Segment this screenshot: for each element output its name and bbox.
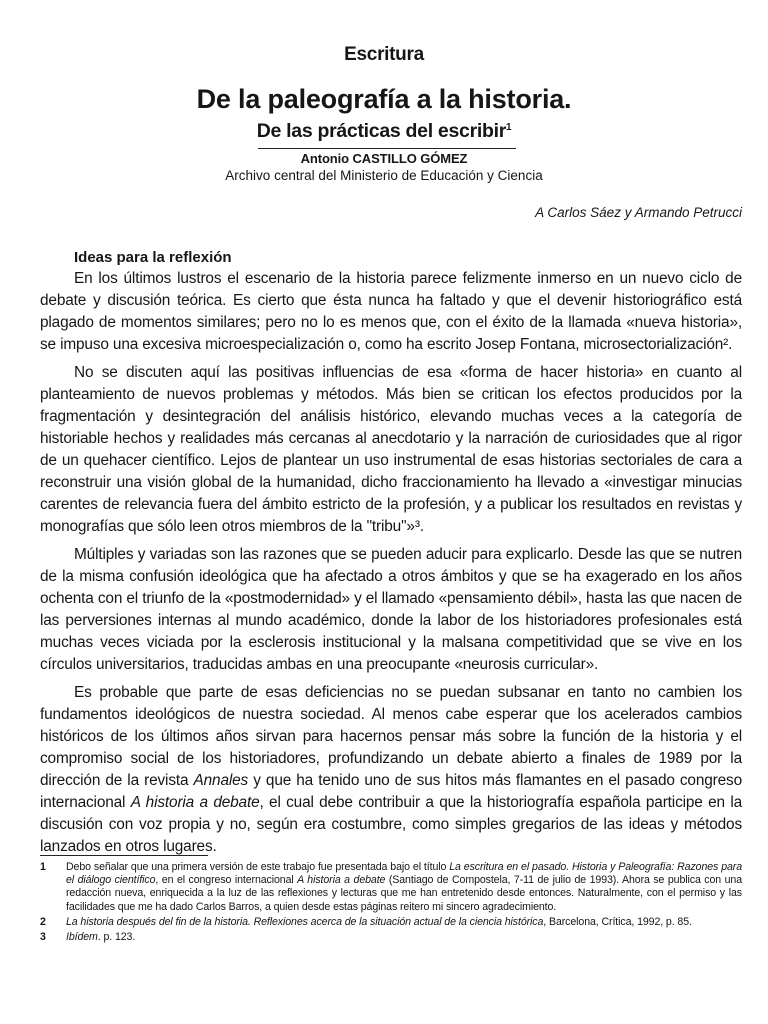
footnote-1 [40, 861, 742, 914]
subtitle-footnote-mark: 1 [506, 122, 512, 133]
paragraph-2: No se discuten aquí las positivas influencias de esa «forma de hacer historia» en cuanto al planteamiento de nuevos problemas y métodos. Más bien se critican los efectos producidos por la fragmentación y desintegración del análisis histórico, elevando muchas veces a la categoría de historiable hechos y realidades más cercanas al anecdotario y la narración de curiosidades que al rigor de un quehacer científico. Lejos de plantear un uso instrumental de esas historias sectoriales de cara a reconstruir una visión global de la humanidad, dicho fraccionamiento ha llevado a «investigar minucias carentes de relevancia fuera del ámbito estricto de la profesión, y a publicar los resultados en revistas y monografías que sólo leen otros miembros de la "tribu"»³. [40, 364, 742, 535]
article-subtitle [0, 120, 768, 143]
footnote-part: (Santiago de Compostela, 7-11 de julio de 1993). Ahora se publica con una redacción nueva, enriquecida a la luz de las reflexiones y lecturas que me han entretenido desde entonces. Naturalmente, con el permiso y las facilidades que me ha dado Carlos Barros, a quien desde estas páginas reitero mi sincero agradecimiento. [66, 874, 742, 913]
title-divider [258, 148, 516, 149]
footnote-congress: A historia a debate [297, 874, 386, 887]
author-affiliation: Archivo central del Ministerio de Educación y Ciencia [225, 168, 543, 183]
congress-name: A historia a debate [130, 794, 260, 811]
paragraph-1: En los últimos lustros el escenario de la historia parece felizmente inmerso en un nuevo ciclo de debate y discusión teórica. Es cierto que ésta nunca ha faltado y que el devenir historiográfico está plagado de momentos similares; pero no lo es menos que, con el éxito de la llamada «nueva historia», se impuso una excesiva microespecialización o, como ha escrito Josep Fontana, microsectorialización². [40, 270, 742, 353]
footnote-part: , en el congreso internacional [155, 874, 298, 887]
paragraph-3: Múltiples y variadas son las razones que se pueden aducir para explicarlo. Desde las que se nutren de la misma confusión ideológica que ha afectado a otros ámbitos y que se ha exagerado en los años ochenta con el triunfo de la «postmodernidad» y el llamado «pensamiento débil», hasta las que nacen de las perversiones internas al mundo académico, donde la labor de los historiadores profesionales está muchas veces viciada por la esclerosis institucional y la malsana competitividad que se vive en los círculos universitarios, traducidas ambas en una preocupante «neurosis curricular». [40, 546, 742, 673]
dedication: A Carlos Sáez y Armando Petrucci [535, 205, 742, 220]
paragraph-4-part: y que ha tenido uno de sus hitos más flamantes en el pasado congreso internacional [40, 772, 743, 811]
footnote-part: . p. 123. [97, 931, 136, 944]
footnote-3 [40, 931, 742, 944]
article-title: De la paleografía a la historia. [196, 84, 572, 114]
footnotes [40, 861, 742, 946]
footnote-title: La historia después del fin de la historia. Reflexiones acerca de la situación actual de la ciencia histórica [66, 915, 544, 928]
footnote-number: 2 [40, 915, 46, 928]
journal-name-annales: Annales [193, 772, 249, 789]
section-label: Escritura [344, 44, 424, 65]
footnote-number: 3 [40, 931, 46, 944]
footnote-divider [40, 855, 208, 856]
footnote-number: 1 [40, 861, 46, 873]
footnote-part: , Barcelona, Crítica, 1992, p. 85. [543, 915, 692, 928]
body-text [40, 268, 742, 864]
footnote-ibidem: Ibídem [66, 931, 98, 944]
author-name: Antonio CASTILLO GÓMEZ [300, 151, 468, 166]
footnote-title: La escritura en el pasado. Historia y Paleografía: Razones para el diálogo científico [66, 861, 742, 887]
footnote-text [66, 916, 742, 929]
section-heading: Ideas para la reflexión [74, 249, 232, 266]
footnote-text [66, 861, 742, 914]
footnote-part: Debo señalar que una primera versión de este trabajo fue presentada bajo el título [66, 861, 450, 873]
subtitle-text: De las prácticas del escribir [256, 120, 506, 142]
paragraph-4-part: Es probable que parte de esas deficiencias no se puedan subsanar en tanto no cambien los fundamentos ideológicos de nuestra sociedad. Al menos cabe esperar que los acelerados cambios históricos de los últimos años sirvan para hacernos pensar más sobre la función de la historia y el compromiso social de los historiadores, profundizando un debate abierto a finales de 1989 por la dirección de la revista [40, 684, 742, 789]
footnote-text [66, 931, 742, 944]
footnote-2 [40, 916, 742, 929]
paragraph-4-part: , el cual debe contribuir a que la historiografía española participe en la discusión con voz propia y no, según era costumbre, como simples gregarios de las ideas y métodos lanzados en otros lugares. [40, 794, 743, 855]
paragraph-4 [40, 682, 742, 858]
